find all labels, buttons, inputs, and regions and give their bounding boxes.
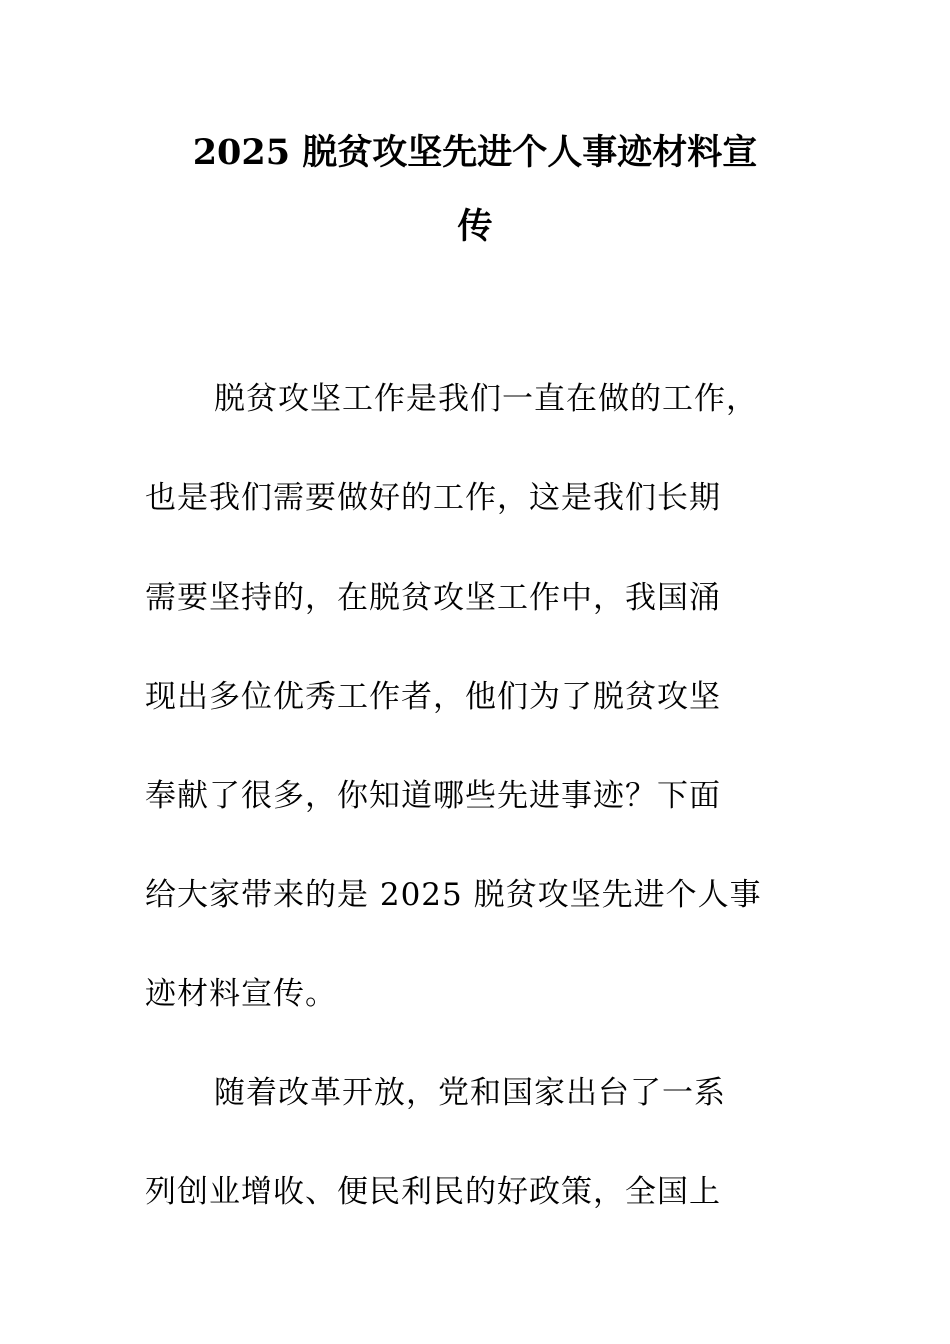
paragraph-1-line-3: 需要坚持的，在脱贫攻坚工作中，我国涌 [145, 580, 721, 616]
paragraph-2-line-2: 列创业增收、便民利民的好政策，全国上 [145, 1174, 721, 1210]
paragraph-1-line-4: 现出多位优秀工作者，他们为了脱贫攻坚 [145, 679, 721, 715]
document-title-line-1: 2025 脱贫攻坚先进个人事迹材料宣 [192, 132, 758, 173]
paragraph-1-line-1: 脱贫攻坚工作是我们一直在做的工作， [214, 381, 758, 417]
paragraph-1-line-2: 也是我们需要做好的工作，这是我们长期 [145, 480, 721, 516]
paragraph-1-line-5: 奉献了很多，你知道哪些先进事迹？下面 [145, 778, 721, 814]
document-title-line-2: 传 [457, 206, 493, 247]
paragraph-2-line-1: 随着改革开放，党和国家出台了一系 [214, 1075, 726, 1111]
paragraph-1-line-6: 给大家带来的是 2025 脱贫攻坚先进个人事 [145, 877, 762, 913]
paragraph-1-line-7: 迹材料宣传。 [145, 976, 337, 1012]
